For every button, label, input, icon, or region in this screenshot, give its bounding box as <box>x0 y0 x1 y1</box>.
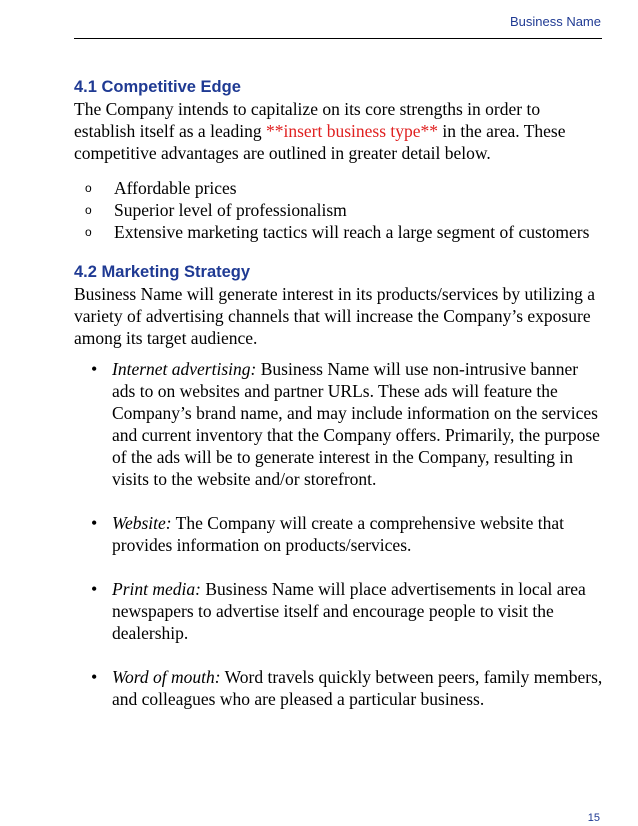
section-competitive-edge <box>74 76 604 243</box>
bullet-icon: • <box>91 513 98 533</box>
intro-text: in the area. These competitive advantages are outlined in greater detail below. <box>74 121 566 163</box>
bullet-icon: • <box>91 359 98 379</box>
intro-text: The Company intends to capitalize on its core strengths in order to establish itself as a leading <box>74 99 541 141</box>
section-intro <box>74 98 604 164</box>
list-item-term: Internet advertising: <box>112 359 257 379</box>
list-item-text: Business Name will use non-intrusive banner ads to on websites and partner URLs. These ads will feature the Company’s brand name, and may include information on the services and current inventory that the Company offers. Primarily, the purpose of the ads will be to generate interest in the Company, resulting in visits to the website and/or storefront. <box>112 359 600 489</box>
list-item-text: Affordable prices <box>114 178 237 198</box>
list-item <box>74 358 604 490</box>
list-item-text: Extensive marketing tactics will reach a large segment of customers <box>114 222 590 242</box>
section-marketing-strategy <box>74 261 604 710</box>
advantages-list <box>74 177 604 243</box>
list-item <box>74 199 604 221</box>
bullet-icon: • <box>91 667 98 687</box>
document-body <box>74 76 604 710</box>
list-item-text: Business Name will place advertisements in local area newspapers to advertise itself and encourage people to visit the dealership. <box>112 579 586 643</box>
list-item <box>74 666 604 710</box>
placeholder-highlight: **insert business type** <box>265 121 439 141</box>
list-item-text: The Company will create a comprehensive website that provides information on products/services. <box>112 513 564 555</box>
list-item-term: Word of mouth: <box>112 667 221 687</box>
list-item-term: Print media: <box>112 579 201 599</box>
section-heading: 4.2 Marketing Strategy <box>74 263 251 281</box>
marketing-channels-list <box>74 358 604 710</box>
list-item-term: Website: <box>112 513 172 533</box>
header-business-name: Business Name <box>509 14 601 29</box>
section-intro: Business Name will generate interest in its products/services by utilizing a variety of advertising channels that will increase the Company’s exposure among its target audience. <box>74 284 595 348</box>
page-number: 15 <box>587 812 600 824</box>
circle-bullet-icon: o <box>85 203 92 217</box>
section-heading: 4.1 Competitive Edge <box>74 78 241 96</box>
page-header <box>74 14 602 39</box>
list-item <box>74 512 604 556</box>
circle-bullet-icon: o <box>85 225 92 239</box>
list-item-text: Word travels quickly between peers, family members, and colleagues who are pleased a particular business. <box>112 667 603 709</box>
list-item <box>74 177 604 199</box>
list-item-text: Superior level of professionalism <box>114 200 347 220</box>
list-item <box>74 578 604 644</box>
circle-bullet-icon: o <box>85 181 92 195</box>
bullet-icon: • <box>91 579 98 599</box>
list-item <box>74 221 604 243</box>
